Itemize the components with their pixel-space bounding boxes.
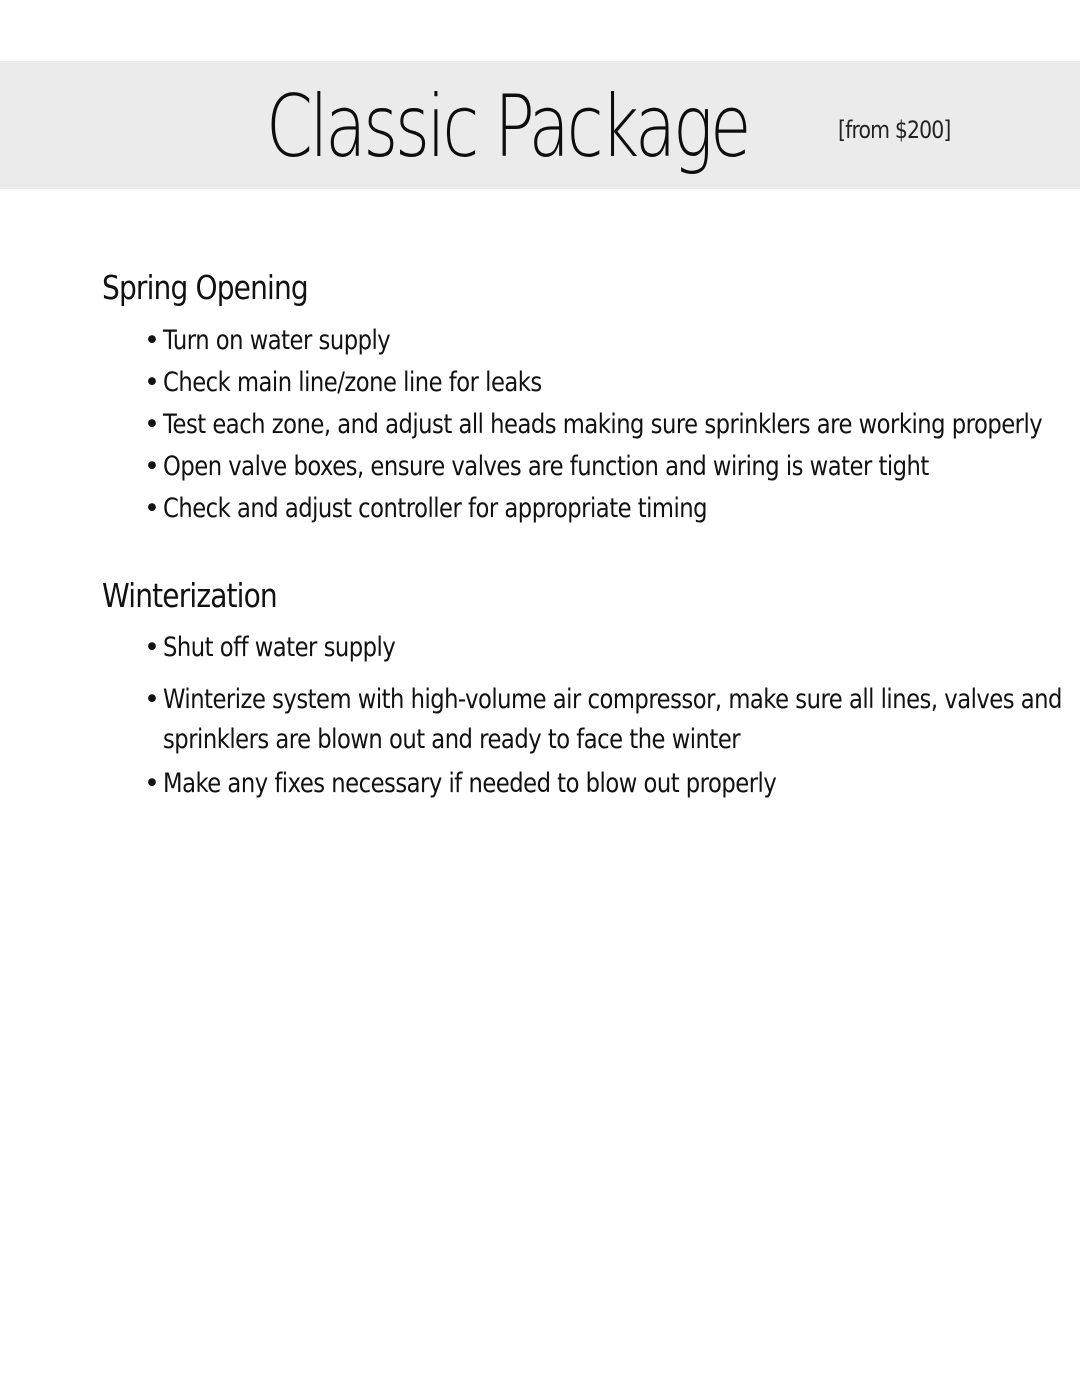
list-item: • Test each zone, and adjust all heads making sure sprinklers are working properly <box>102 405 1062 447</box>
list-item: • Shut off water supply <box>102 628 1062 680</box>
bullet-icon: • <box>144 325 160 356</box>
list-item-line-1: Winterize system with high-volume air compressor, make sure all lines, valves and <box>163 684 1062 715</box>
bullet-icon: • <box>144 684 160 715</box>
list-item: • Turn on water supply <box>102 321 1062 363</box>
list-item: • Check and adjust controller for appropriate timing <box>102 489 1062 531</box>
bullet-icon: • <box>144 632 160 663</box>
bullet-icon: • <box>144 451 160 482</box>
section-title-winterization: Winterization <box>102 576 277 615</box>
list-item: • Make any fixes necessary if needed to blow out properly <box>102 764 1062 806</box>
price-label: [from $200] <box>838 116 951 144</box>
bullet-icon: • <box>144 409 160 440</box>
winterization-section <box>102 576 1062 806</box>
winter-list <box>102 628 1062 806</box>
page-title: Classic Package <box>266 77 749 177</box>
bullet-icon: • <box>144 367 160 398</box>
bullet-icon: • <box>144 493 160 524</box>
spring-opening-section <box>102 268 1062 531</box>
title-wrap <box>266 72 884 182</box>
spring-list <box>102 321 1062 531</box>
list-item <box>102 680 1062 764</box>
list-item: • Check main line/zone line for leaks <box>102 363 1062 405</box>
section-title-spring: Spring Opening <box>102 268 308 307</box>
bullet-icon: • <box>144 768 160 799</box>
list-item: • Open valve boxes, ensure valves are function and wiring is water tight <box>102 447 1062 489</box>
list-item-line-2: sprinklers are blown out and ready to face the winter <box>163 724 741 755</box>
